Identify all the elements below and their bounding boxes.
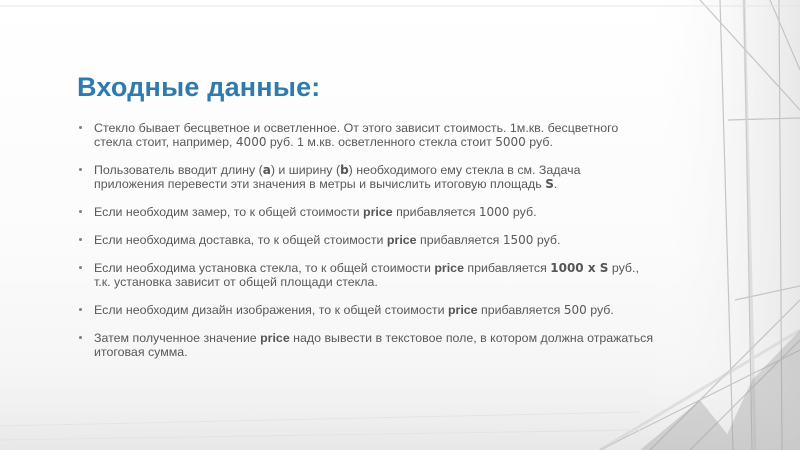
bullet-design: Если необходим дизайн изображения, то к общей стоимости price прибавляется 500 руб. xyxy=(79,303,654,317)
bullet-measurement: Если необходим замер, то к общей стоимости price прибавляется 1000 руб. xyxy=(79,205,654,219)
bullet-dot xyxy=(79,308,82,311)
bullet-dot xyxy=(79,336,82,339)
bullet-delivery: Если необходима доставка, то к общей стоимости price прибавляется 1500 руб. xyxy=(79,233,654,247)
slide-title: Входные данные: xyxy=(77,72,321,102)
bullet-output: Затем полученное значение price надо вывести в текстовое поле, в котором должна отражаться итоговая сумма. xyxy=(79,331,654,359)
bullet-dot xyxy=(79,266,82,269)
bullet-dot xyxy=(79,238,82,241)
bullet-glass-price: Стекло бывает бесцветное и осветленное. От этого зависит стоимость. 1м.кв. бесцветного стекла стоит, например, 4000 руб. 1 м.кв. осветленного стекла стоит 5000 руб. xyxy=(79,121,654,149)
bullet-list xyxy=(79,121,654,373)
bullet-dot xyxy=(79,210,82,213)
bullet-user-input: Пользователь вводит длину (a) и ширину (b) необходимого ему стекла в см. Задача приложения перевести эти значения в метры и вычислить итоговую площадь S. xyxy=(79,163,654,191)
bullet-dot xyxy=(79,126,82,129)
bullet-installation: Если необходима установка стекла, то к общей стоимости price прибавляется 1000 x S руб., т.к. установка зависит от общей площади стекла. xyxy=(79,261,654,289)
bullet-dot xyxy=(79,168,82,171)
